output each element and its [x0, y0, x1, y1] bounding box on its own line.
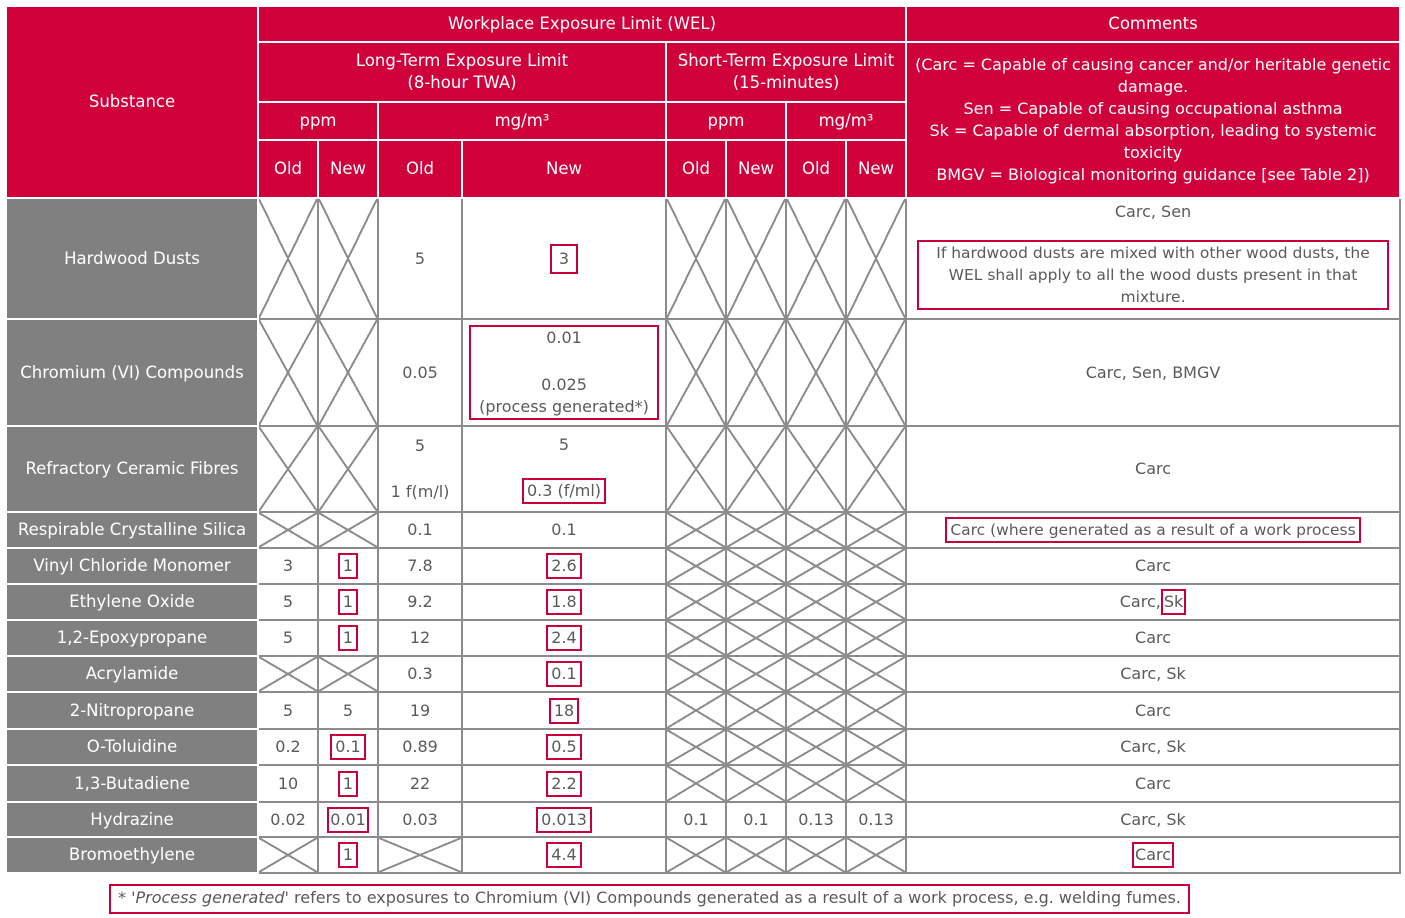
substance-cell: Ethylene Oxide	[6, 584, 258, 620]
na-cell	[318, 319, 378, 426]
changed-value: 1	[338, 625, 358, 651]
changed-value: 0.025	[541, 375, 587, 394]
na-cell	[726, 656, 786, 692]
lt-mg-new	[462, 548, 666, 584]
lt-ppm-old: 5	[258, 620, 318, 656]
header-lt-ppm-new: New	[318, 140, 378, 198]
lt-mg-old: 7.8	[378, 548, 462, 584]
footnote	[109, 884, 1190, 914]
old-value: 5	[414, 436, 426, 455]
comment-cell: Carc, Sk	[906, 729, 1400, 765]
table-row	[6, 319, 1400, 426]
header-long-term	[258, 42, 666, 102]
footnote-text: refers to exposures to Chromium (VI) Compounds generated as a result of a work process, e.g. welding fumes.	[288, 888, 1181, 907]
na-cell	[786, 620, 846, 656]
table-row	[6, 198, 1400, 319]
lt-mg-old: 0.03	[378, 802, 462, 837]
na-cell	[666, 765, 726, 802]
changed-value: 1	[338, 842, 358, 868]
lt-ppm-old: 10	[258, 765, 318, 802]
wel-table	[5, 5, 1401, 874]
changed-value: 0.3 (f/ml)	[522, 478, 606, 504]
lt-ppm-new	[318, 802, 378, 837]
comment-cell: Carc	[906, 426, 1400, 512]
changed-value: 0.5	[546, 734, 581, 760]
substance-cell: Bromoethylene	[6, 837, 258, 873]
na-cell	[786, 319, 846, 426]
lt-ppm-old: 0.02	[258, 802, 318, 837]
lt-mg-new	[462, 837, 666, 873]
changed-value: 18	[549, 698, 579, 724]
na-cell	[846, 620, 906, 656]
comment-cell	[906, 512, 1400, 548]
na-cell	[786, 548, 846, 584]
changed-value: 1	[338, 553, 358, 579]
table-row	[6, 802, 1400, 837]
na-cell	[258, 512, 318, 548]
na-cell	[258, 837, 318, 873]
comments-key-bmgv: BMGV = Biological monitoring guidance [see Table 2])	[936, 165, 1370, 184]
na-cell	[786, 656, 846, 692]
lt-mg-old: 9.2	[378, 584, 462, 620]
comment-note: If hardwood dusts are mixed with other wood dusts, the WEL shall apply to all the wood dusts present in that mixture.	[917, 240, 1389, 310]
na-cell	[846, 512, 906, 548]
lt-mg-new	[462, 692, 666, 729]
na-cell	[726, 837, 786, 873]
table-row	[6, 692, 1400, 729]
lt-mg-new	[462, 426, 666, 512]
na-cell	[666, 729, 726, 765]
na-cell	[666, 512, 726, 548]
table-row	[6, 548, 1400, 584]
header-short-term-line1: Short-Term Exposure Limit	[677, 51, 895, 70]
na-cell	[846, 765, 906, 802]
lt-mg-new	[462, 656, 666, 692]
substance-cell: Vinyl Chloride Monomer	[6, 548, 258, 584]
lt-mg-old	[378, 426, 462, 512]
na-cell	[846, 584, 906, 620]
na-cell	[846, 198, 906, 319]
changed-value: 0.01	[327, 807, 369, 833]
table-row	[6, 656, 1400, 692]
na-cell	[666, 656, 726, 692]
na-cell	[846, 729, 906, 765]
na-cell	[666, 837, 726, 873]
comment-cell	[906, 837, 1400, 873]
lt-mg-new	[462, 620, 666, 656]
lt-ppm-new	[318, 584, 378, 620]
comment-cell: Carc, Sk	[906, 802, 1400, 837]
header-lt-mg-new: New	[462, 140, 666, 198]
substance-cell: 1,2-Epoxypropane	[6, 620, 258, 656]
substance-cell: Acrylamide	[6, 656, 258, 692]
header-short-term-line2: (15-minutes)	[732, 73, 840, 92]
changed-value: 2.6	[546, 553, 581, 579]
lt-ppm-old: 3	[258, 548, 318, 584]
header-st-mgm3: mg/m³	[786, 102, 906, 140]
header-st-ppm-new: New	[726, 140, 786, 198]
header-long-term-line1: Long-Term Exposure Limit	[355, 51, 569, 70]
header-short-term	[666, 42, 906, 102]
lt-mg-new	[462, 802, 666, 837]
substance-cell: Chromium (VI) Compounds	[6, 319, 258, 426]
na-cell	[726, 319, 786, 426]
lt-mg-new	[462, 765, 666, 802]
changed-value: 0.01	[546, 328, 582, 347]
st-mg-old: 0.13	[786, 802, 846, 837]
footnote-star: *	[118, 888, 132, 907]
comment-text: Carc, Sen	[1114, 202, 1192, 221]
na-cell	[258, 319, 318, 426]
changed-value: 1	[338, 771, 358, 797]
table-row	[6, 620, 1400, 656]
new-value: 5	[558, 435, 570, 454]
na-cell	[726, 584, 786, 620]
changed-value: 3	[550, 244, 578, 274]
changed-value: 0.1	[330, 734, 365, 760]
comments-key-carc: (Carc = Capable of causing cancer and/or heritable genetic damage.	[915, 55, 1391, 96]
na-cell	[726, 729, 786, 765]
na-cell	[846, 656, 906, 692]
na-cell	[258, 656, 318, 692]
comment-cell: Carc	[906, 620, 1400, 656]
na-cell	[786, 765, 846, 802]
changed-value: 0.013	[536, 807, 592, 833]
changed-comment: Carc	[1132, 842, 1174, 868]
table-row	[6, 837, 1400, 873]
changed-value: 0.1	[546, 661, 581, 687]
lt-ppm-new	[318, 548, 378, 584]
na-cell	[318, 512, 378, 548]
na-cell	[726, 426, 786, 512]
na-cell	[726, 765, 786, 802]
changed-value-note: (process generated*)	[479, 397, 649, 416]
lt-ppm-new	[318, 837, 378, 873]
na-cell	[666, 426, 726, 512]
old-value: 1 f(m/l)	[390, 482, 450, 501]
substance-cell: 2-Nitropropane	[6, 692, 258, 729]
header-long-term-line2: (8-hour TWA)	[407, 73, 517, 92]
table-row	[6, 426, 1400, 512]
header-substance: Substance	[6, 6, 258, 198]
comments-key-sen: Sen = Capable of causing occupational asthma	[963, 99, 1343, 118]
na-cell	[726, 548, 786, 584]
table-row	[6, 584, 1400, 620]
changed-comment: Carc (where generated as a result of a work process	[945, 517, 1360, 543]
changed-value-box	[469, 325, 659, 420]
na-cell	[666, 319, 726, 426]
lt-mg-old: 0.3	[378, 656, 462, 692]
na-cell	[846, 548, 906, 584]
na-cell	[846, 319, 906, 426]
substance-cell: 1,3-Butadiene	[6, 765, 258, 802]
changed-value: 4.4	[546, 842, 581, 868]
comment-cell: Carc, Sen, BMGV	[906, 319, 1400, 426]
na-cell	[846, 426, 906, 512]
comment-cell	[906, 198, 1400, 319]
na-cell	[726, 620, 786, 656]
substance-cell: Refractory Ceramic Fibres	[6, 426, 258, 512]
header-comments: Comments	[906, 6, 1400, 42]
table-row	[6, 765, 1400, 802]
lt-ppm-new	[318, 729, 378, 765]
comments-key-sk: Sk = Capable of dermal absorption, leading to systemic toxicity	[929, 121, 1377, 162]
substance-cell: O-Toluidine	[6, 729, 258, 765]
comment-text: Carc,	[1119, 592, 1161, 611]
lt-mg-old: 12	[378, 620, 462, 656]
na-cell	[846, 692, 906, 729]
lt-mg-new	[462, 729, 666, 765]
lt-mg-old: 5	[378, 198, 462, 319]
comment-cell: Carc	[906, 692, 1400, 729]
na-cell	[786, 692, 846, 729]
table-row	[6, 512, 1400, 548]
lt-mg-new	[462, 319, 666, 426]
footnote-term: 'Process generated'	[131, 888, 289, 907]
header-lt-mgm3: mg/m³	[378, 102, 666, 140]
na-cell	[318, 198, 378, 319]
na-cell	[786, 512, 846, 548]
changed-value: 2.2	[546, 771, 581, 797]
na-cell	[318, 426, 378, 512]
header-lt-ppm: ppm	[258, 102, 378, 140]
st-ppm-old: 0.1	[666, 802, 726, 837]
comment-cell: Carc	[906, 765, 1400, 802]
na-cell	[786, 837, 846, 873]
comments-key	[906, 42, 1400, 198]
substance-cell: Hydrazine	[6, 802, 258, 837]
na-cell	[666, 620, 726, 656]
changed-value: 1.8	[546, 589, 581, 615]
lt-mg-new: 0.1	[462, 512, 666, 548]
lt-mg-new	[462, 584, 666, 620]
header-st-ppm: ppm	[666, 102, 786, 140]
na-cell	[726, 692, 786, 729]
na-cell	[258, 198, 318, 319]
na-cell	[318, 656, 378, 692]
lt-ppm-new	[318, 765, 378, 802]
header-wel: Workplace Exposure Limit (WEL)	[258, 6, 906, 42]
lt-ppm-old: 5	[258, 584, 318, 620]
lt-ppm-new	[318, 620, 378, 656]
changed-comment: Sk	[1161, 589, 1186, 615]
comment-cell: Carc, Sk	[906, 656, 1400, 692]
na-cell	[846, 837, 906, 873]
lt-mg-new	[462, 198, 666, 319]
st-mg-new: 0.13	[846, 802, 906, 837]
na-cell	[666, 548, 726, 584]
lt-mg-old: 0.05	[378, 319, 462, 426]
changed-value: 2.4	[546, 625, 581, 651]
changed-value: 1	[338, 589, 358, 615]
lt-ppm-new: 5	[318, 692, 378, 729]
substance-cell: Hardwood Dusts	[6, 198, 258, 319]
comment-cell	[906, 584, 1400, 620]
na-cell	[666, 692, 726, 729]
na-cell	[258, 426, 318, 512]
st-ppm-new: 0.1	[726, 802, 786, 837]
na-cell	[666, 584, 726, 620]
lt-mg-old: 0.1	[378, 512, 462, 548]
na-cell	[786, 584, 846, 620]
na-cell	[786, 198, 846, 319]
header-st-mg-old: Old	[786, 140, 846, 198]
header-st-ppm-old: Old	[666, 140, 726, 198]
header-lt-mg-old: Old	[378, 140, 462, 198]
na-cell	[726, 512, 786, 548]
substance-cell: Respirable Crystalline Silica	[6, 512, 258, 548]
na-cell	[726, 198, 786, 319]
lt-mg-old: 22	[378, 765, 462, 802]
lt-ppm-old: 0.2	[258, 729, 318, 765]
na-cell	[378, 837, 462, 873]
table-row	[6, 729, 1400, 765]
lt-ppm-old: 5	[258, 692, 318, 729]
na-cell	[786, 729, 846, 765]
na-cell	[666, 198, 726, 319]
comment-cell: Carc	[906, 548, 1400, 584]
na-cell	[786, 426, 846, 512]
header-lt-ppm-old: Old	[258, 140, 318, 198]
lt-mg-old: 0.89	[378, 729, 462, 765]
header-st-mg-new: New	[846, 140, 906, 198]
lt-mg-old: 19	[378, 692, 462, 729]
